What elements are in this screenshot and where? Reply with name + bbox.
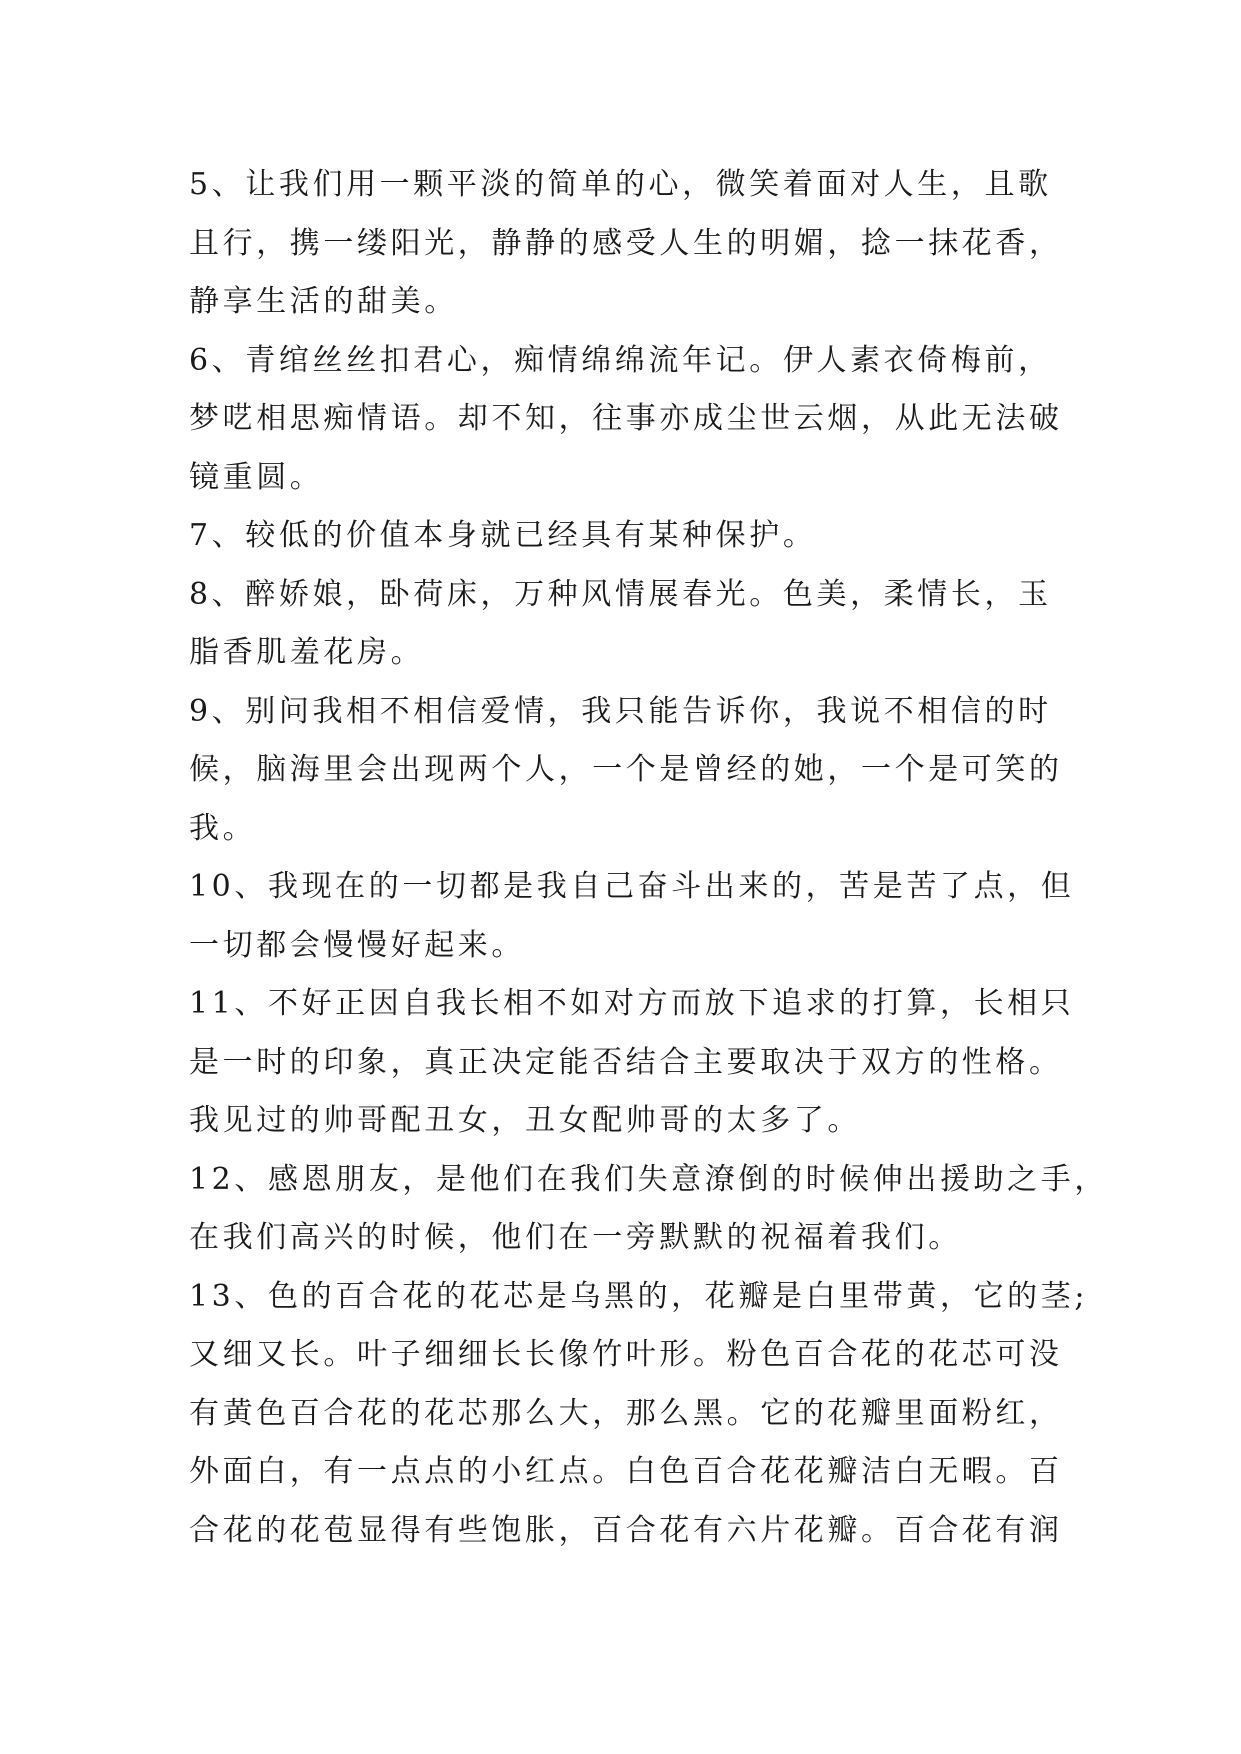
text-line: 8、醉娇娘，卧荷床，万种风情展春光。色美，柔情长，玉 [189,576,1052,612]
text-line: 又细又长。叶子细细长长像竹叶形。粉色百合花的花芯可没 [189,1337,1063,1372]
text-line: 是一时的印象，真正决定能否结合主要取决于双方的性格。 [189,1044,1063,1080]
text-line: 且行，携一缕阳光，静静的感受人生的明媚，捻一抹花香， [189,225,1063,261]
text-line: 脂香肌羞花房。 [189,635,425,670]
text-line: 镜重圆。 [189,459,324,495]
text-line: 5、让我们用一颗平淡的简单的心，微笑着面对人生，且歌 [189,167,1052,202]
text-line: 9、别问我相不相信爱情，我只能告诉你，我说不相信的时 [189,693,1052,729]
text-line: 静享生活的甜美。 [189,284,458,319]
text-line: 外面白，有一点点的小红点。白色百合花花瓣洁白无暇。百 [189,1454,1063,1489]
text-line: 合花的花苞显得有些饱胀，百合花有六片花瓣。百合花有润 [189,1512,1063,1548]
text-line: 12、感恩朋友，是他们在我们失意潦倒的时候伸出援助之手， [189,1161,1108,1197]
text-line: 候，脑海里会出现两个人，一个是曾经的她，一个是可笑的 [189,752,1063,787]
text-line: 在我们高兴的时候，他们在一旁默默的祝福着我们。 [189,1220,962,1255]
text-line: 10、我现在的一切都是我自己奋斗出来的，苦是苦了点，但 [189,869,1075,904]
text-line: 梦呓相思痴情语。却不知，往事亦成尘世云烟，从此无法破 [189,401,1063,436]
text-line: 我。 [189,810,257,846]
text-line: 13、色的百合花的花芯是乌黑的，花瓣是白里带黄，它的茎; [189,1278,1089,1314]
text-line: 我见过的帅哥配丑女，丑女配帅哥的太多了。 [189,1103,861,1138]
text-line: 一切都会慢慢好起来。 [189,927,525,963]
text-line: 7、较低的价值本身就已经具有某种保护。 [189,518,817,553]
text-line: 有黄色百合花的花芯那么大，那么黑。它的花瓣里面粉红， [189,1395,1063,1431]
document-body [189,156,1108,1560]
text-line: 11、不好正因自我长相不如对方而放下追求的打算，长相只 [189,986,1075,1021]
text-line: 6、青绾丝丝扣君心，痴情绵绵流年记。伊人素衣倚梅前， [189,342,1052,378]
